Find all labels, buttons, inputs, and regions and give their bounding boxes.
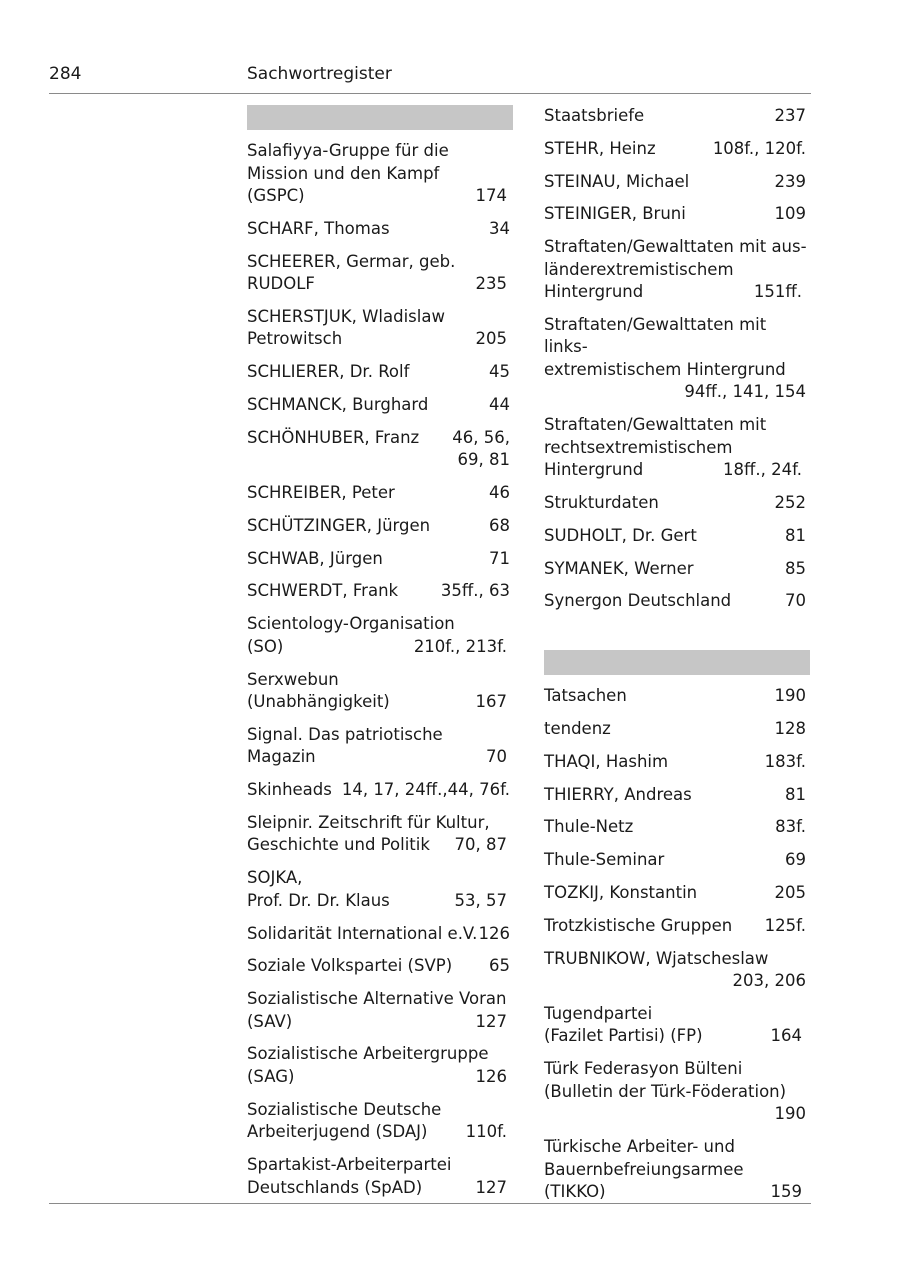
- index-entry-pages: 46, 56, 69, 81: [452, 427, 510, 470]
- footer-rule: [49, 1203, 811, 1204]
- index-entry-pages: 125f.: [764, 915, 806, 935]
- index-entry-term: SCHREIBER, Peter: [247, 483, 395, 503]
- index-entry-term: Tatsachen: [544, 686, 627, 706]
- index-list-s-continued: [544, 105, 810, 613]
- index-entry-pages: 94ff., 141, 154: [684, 382, 806, 402]
- index-entry: [247, 669, 513, 714]
- index-list-s: [247, 140, 513, 1199]
- index-entry-term: Sozialistische Arbeitergruppe (SAG): [247, 1044, 489, 1086]
- index-entry: [247, 580, 513, 603]
- index-entry-term: tendenz: [544, 719, 611, 739]
- index-entry: [544, 492, 810, 515]
- index-entry-pages: 69: [785, 850, 806, 870]
- index-entry: [544, 816, 810, 839]
- index-entry-pages: 128: [774, 719, 806, 739]
- running-header: [49, 64, 811, 86]
- index-entry: [247, 955, 513, 978]
- index-entry: [544, 171, 810, 194]
- index-entry-pages: 164: [770, 1026, 802, 1046]
- index-entry-term: STEINIGER, Bruni: [544, 204, 686, 224]
- index-entry-term: Serxwebun (Unabhängigkeit): [247, 669, 390, 712]
- header-rule: [49, 93, 811, 94]
- index-entry: [544, 948, 810, 993]
- index-entry-pages: 239: [774, 171, 806, 191]
- index-entry-term: SCHERSTJUK, Wladislaw Petrowitsch: [247, 306, 445, 349]
- index-entry-pages: 252: [774, 493, 806, 513]
- index-entry-term: Thule-Seminar: [544, 850, 665, 870]
- index-entry: [544, 718, 810, 741]
- index-entry-pages: 108f., 120f.: [712, 138, 806, 158]
- index-entry: [247, 613, 513, 658]
- index-entry-term: SCHMANCK, Burghard: [247, 394, 429, 414]
- index-entry: [247, 1043, 513, 1088]
- index-entry: [544, 751, 810, 774]
- index-entry-pages: 109: [774, 204, 806, 224]
- index-entry-term: Staatsbriefe: [544, 106, 645, 125]
- index-entry: [247, 548, 513, 571]
- index-entry-pages: 85: [785, 558, 806, 578]
- index-entry-pages: 127: [475, 1177, 507, 1197]
- index-entry-pages: 190: [774, 686, 806, 706]
- index-list-t: [544, 685, 810, 1203]
- index-entry: [544, 236, 810, 304]
- index-entry-term: SCHLIERER, Dr. Rolf: [247, 362, 410, 382]
- index-entry: [544, 105, 810, 128]
- index-entry: [247, 1154, 513, 1199]
- index-entry-term: Sozialistische Deutsche Arbeiterjugend (SDAJ): [247, 1099, 442, 1142]
- index-entry: [544, 915, 810, 938]
- index-entry-term: STEINAU, Michael: [544, 171, 690, 191]
- index-entry-pages: 126: [478, 923, 510, 943]
- index-entry: [544, 558, 810, 581]
- index-entry: [544, 525, 810, 548]
- index-entry-pages: 205: [475, 329, 507, 349]
- index-entry-pages: 235: [475, 274, 507, 294]
- index-column-left: [247, 105, 513, 1209]
- index-entry-term: SCHEERER, Germar, geb. RUDOLF: [247, 251, 456, 294]
- index-entry-term: Salafiyya-Gruppe für die Mission und den Kampf (GSPC): [247, 141, 449, 205]
- index-entry-term: Scientology-Organisation (SO): [247, 614, 455, 656]
- index-entry-term: TOZKIJ, Konstantin: [544, 883, 698, 903]
- index-entry: [247, 361, 513, 384]
- index-entry-term: SCHÜTZINGER, Jürgen: [247, 515, 431, 535]
- index-entry: [544, 685, 810, 708]
- index-entry-term: SUDHOLT, Dr. Gert: [544, 525, 697, 545]
- index-entry-pages: 70, 87: [454, 835, 507, 855]
- index-entry-term: Signal. Das patriotische Magazin: [247, 724, 443, 767]
- index-entry-term: Skinheads: [247, 780, 332, 800]
- index-entry-term: Soziale Volkspartei (SVP): [247, 956, 453, 976]
- index-entry-term: Straftaten/Gewalttaten mit rechtsextremistischem Hintergrund: [544, 415, 767, 480]
- index-entry-pages: 18ff., 24f.: [723, 460, 802, 480]
- index-entry-term: Türk Federasyon Bülteni (Bulletin der Türk-Föderation): [544, 1059, 787, 1101]
- index-entry-term: SOJKA, Prof. Dr. Dr. Klaus: [247, 868, 390, 910]
- index-entry-pages: 210f., 213f.: [413, 636, 507, 656]
- running-title: Sachwortregister: [247, 64, 392, 84]
- index-entry-pages: 70: [785, 591, 806, 611]
- index-entry: [544, 849, 810, 872]
- index-entry: [247, 779, 513, 802]
- index-entry-pages: 45: [489, 362, 510, 382]
- index-entry-term: Sleipnir. Zeitschrift für Kultur, Geschichte und Politik: [247, 812, 490, 855]
- index-entry-pages: 126: [475, 1066, 507, 1086]
- index-entry-pages: 110f.: [465, 1122, 507, 1142]
- index-entry-pages: 71: [489, 548, 510, 568]
- index-entry: [247, 923, 513, 946]
- index-entry: [544, 1136, 810, 1204]
- index-entry: [544, 882, 810, 905]
- index-entry-pages: 65: [489, 956, 510, 976]
- index-entry-term: Thule-Netz: [544, 817, 634, 837]
- index-entry-term: THAQI, Hashim: [544, 751, 669, 771]
- index-entry: [544, 314, 810, 404]
- index-entry-term: STEHR, Heinz: [544, 138, 656, 158]
- index-entry-pages: 190: [774, 1104, 806, 1124]
- index-entry-term: Trotzkistische Gruppen: [544, 915, 733, 935]
- index-entry: [247, 140, 513, 208]
- index-entry: [247, 867, 513, 912]
- index-entry-term: SCHARF, Thomas: [247, 218, 390, 238]
- index-entry-pages: 46: [489, 483, 510, 503]
- index-entry: [247, 812, 513, 857]
- index-entry: [247, 1099, 513, 1144]
- index-entry-pages: 68: [489, 515, 510, 535]
- index-entry-term: SCHÖNHUBER, Franz: [247, 427, 420, 447]
- index-entry: [247, 251, 513, 296]
- index-entry-pages: 70: [486, 747, 507, 767]
- index-entry-term: SCHWAB, Jürgen: [247, 548, 383, 568]
- index-entry-pages: 35ff., 63: [440, 581, 510, 601]
- index-entry-pages: 81: [785, 525, 806, 545]
- index-entry: [544, 414, 810, 482]
- index-entry-pages: 34: [489, 218, 510, 238]
- index-entry-term: THIERRY, Andreas: [544, 784, 692, 804]
- index-entry-term: Straftaten/Gewalttaten mit links- extremistischem Hintergrund: [544, 314, 786, 379]
- index-entry-pages: 127: [475, 1011, 507, 1031]
- index-entry-term: Türkische Arbeiter- und Bauernbefreiungsarmee (TIKKO): [544, 1137, 744, 1202]
- index-entry-term: Solidarität International e.V.: [247, 923, 478, 943]
- index-entry: [544, 1003, 810, 1048]
- index-entry-term: Synergon Deutschland: [544, 591, 732, 611]
- index-entry-pages: 203, 206: [732, 971, 806, 991]
- letter-divider-t: [544, 650, 810, 675]
- index-entry: [247, 394, 513, 417]
- index-entry: [544, 1058, 810, 1126]
- index-entry: [544, 203, 810, 226]
- index-entry-pages: 53, 57: [454, 890, 507, 910]
- index-entry: [247, 724, 513, 769]
- index-entry-pages: 174: [475, 186, 507, 205]
- index-entry-term: Sozialistische Alternative Voran (SAV): [247, 989, 507, 1031]
- index-entry: [247, 306, 513, 351]
- index-entry-term: Spartakist-Arbeiterpartei Deutschlands (SpAD): [247, 1155, 452, 1197]
- index-entry: [544, 784, 810, 807]
- index-entry-pages: 167: [475, 692, 507, 712]
- index-entry-term: Straftaten/Gewalttaten mit aus- länderextremistischem Hintergrund: [544, 237, 807, 302]
- index-entry: [247, 988, 513, 1033]
- index-entry-term: Tugendpartei (Fazilet Partisi) (FP): [544, 1003, 703, 1046]
- index-entry: [247, 427, 513, 472]
- index-entry-pages: 205: [774, 883, 806, 903]
- index-entry-term: TRUBNIKOW, Wjatscheslaw: [544, 948, 769, 968]
- page-number: 284: [49, 64, 82, 84]
- index-entry: [247, 482, 513, 505]
- index-entry: [247, 515, 513, 538]
- index-entry-pages: 83f.: [775, 817, 806, 837]
- index-entry-pages: 44: [489, 394, 510, 414]
- index-entry-term: SCHWERDT, Frank: [247, 581, 399, 601]
- index-entry: [544, 138, 810, 161]
- index-entry-term: SYMANEK, Werner: [544, 558, 694, 578]
- index-column-right: [544, 105, 810, 1214]
- index-entry-term: Strukturdaten: [544, 493, 659, 513]
- index-entry-pages: 159: [770, 1182, 802, 1202]
- index-entry-pages: 81: [785, 784, 806, 804]
- index-entry: [247, 218, 513, 241]
- index-entry-pages: 237: [774, 106, 806, 125]
- index-entry: [544, 590, 810, 613]
- index-entry-pages: 183f.: [764, 751, 806, 771]
- letter-divider-s: [247, 105, 513, 130]
- index-entry-pages: 14, 17, 24ff.,44, 76f.: [341, 780, 510, 800]
- index-entry-pages: 151ff.: [753, 282, 802, 302]
